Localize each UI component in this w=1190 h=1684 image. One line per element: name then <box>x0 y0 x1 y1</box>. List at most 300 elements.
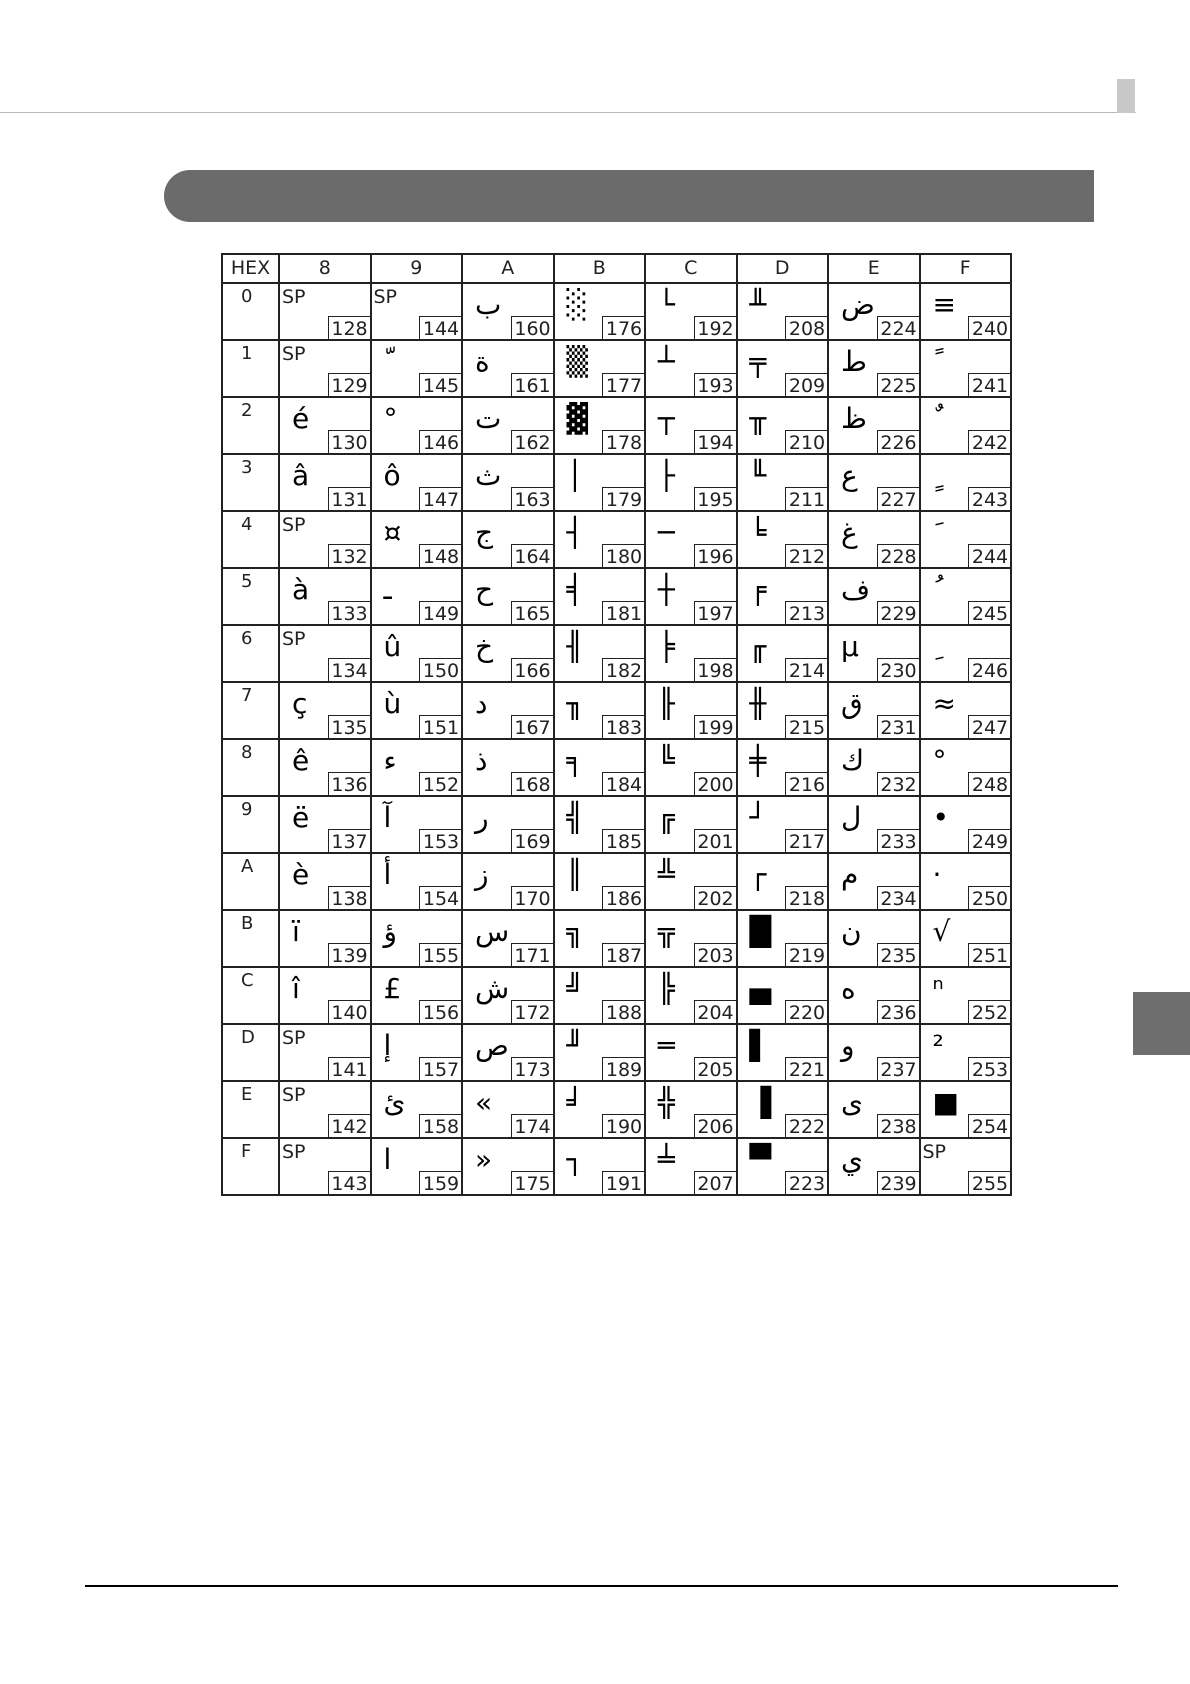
char-cell <box>462 682 554 739</box>
char-cell <box>279 625 371 682</box>
char-glyph: │ <box>566 459 584 492</box>
char-glyph: ى <box>841 1086 863 1119</box>
char-glyph: ت <box>475 402 502 435</box>
char-decimal-code: 198 <box>694 658 737 682</box>
char-glyph: م <box>841 858 859 891</box>
char-glyph: └ <box>658 288 675 321</box>
char-decimal-code: 255 <box>968 1171 1011 1195</box>
char-cell <box>737 625 829 682</box>
char-decimal-code: 238 <box>877 1114 920 1138</box>
char-glyph: ê <box>292 744 310 777</box>
char-decimal-code: 161 <box>511 373 554 397</box>
char-decimal-code: 136 <box>328 772 371 796</box>
char-glyph: « <box>475 1086 493 1119</box>
char-glyph: ╥ <box>749 402 767 435</box>
char-decimal-code: 132 <box>328 544 371 568</box>
chapter-side-tab <box>1133 992 1190 1055</box>
char-decimal-code: 163 <box>511 487 554 511</box>
char-cell <box>279 1138 371 1195</box>
column-header: 8 <box>279 254 371 283</box>
char-cell <box>920 1081 1012 1138</box>
char-cell <box>554 1081 646 1138</box>
char-glyph: ئ <box>383 1086 406 1119</box>
char-cell <box>554 340 646 397</box>
char-cell <box>920 739 1012 796</box>
char-decimal-code: 223 <box>785 1171 828 1195</box>
char-cell <box>462 511 554 568</box>
char-glyph: ╢ <box>566 630 584 663</box>
row-header <box>222 1138 279 1195</box>
table-row <box>222 796 1011 853</box>
char-cell <box>279 568 371 625</box>
char-decimal-code: 233 <box>877 829 920 853</box>
char-decimal-code: 164 <box>511 544 554 568</box>
char-decimal-code: 235 <box>877 943 920 967</box>
char-cell <box>462 568 554 625</box>
char-cell <box>279 853 371 910</box>
char-glyph: ن <box>841 915 862 948</box>
char-glyph: ╔ <box>658 801 675 834</box>
table-row <box>222 1081 1011 1138</box>
char-cell <box>645 1081 737 1138</box>
char-glyph: µ <box>841 630 859 663</box>
char-decimal-code: 204 <box>694 1000 737 1024</box>
char-glyph: · <box>932 858 942 891</box>
char-cell <box>737 454 829 511</box>
char-decimal-code: 189 <box>602 1057 645 1081</box>
char-decimal-code: 222 <box>785 1114 828 1138</box>
char-cell <box>462 340 554 397</box>
char-cell <box>737 340 829 397</box>
char-decimal-code: 153 <box>419 829 462 853</box>
char-glyph: ┐ <box>566 1143 584 1176</box>
char-decimal-code: 194 <box>694 430 737 454</box>
hex-corner-label: HEX <box>222 254 279 283</box>
char-glyph: س <box>475 915 510 948</box>
char-cell <box>645 568 737 625</box>
char-glyph: ╨ <box>749 288 767 321</box>
char-decimal-code: 218 <box>785 886 828 910</box>
char-decimal-code: 247 <box>968 715 1011 739</box>
char-decimal-code: 172 <box>511 1000 554 1024</box>
char-cell <box>645 397 737 454</box>
char-cell <box>828 739 920 796</box>
char-cell <box>828 511 920 568</box>
char-cell <box>737 283 829 340</box>
row-header <box>222 340 279 397</box>
char-glyph: ب <box>475 288 502 321</box>
char-decimal-code: 205 <box>694 1057 737 1081</box>
char-cell <box>279 454 371 511</box>
char-glyph: أ <box>383 858 392 891</box>
char-glyph: ف <box>841 573 871 606</box>
char-glyph: ش <box>475 972 510 1005</box>
char-decimal-code: 181 <box>602 601 645 625</box>
column-header: A <box>462 254 554 283</box>
char-cell <box>737 568 829 625</box>
char-decimal-code: 128 <box>328 316 371 340</box>
char-glyph: ╤ <box>749 345 767 378</box>
char-decimal-code: 173 <box>511 1057 554 1081</box>
row-hex-label: 7 <box>241 685 253 706</box>
row-header <box>222 625 279 682</box>
char-decimal-code: 166 <box>511 658 554 682</box>
char-decimal-code: 180 <box>602 544 645 568</box>
column-header: E <box>828 254 920 283</box>
header-rule <box>0 112 1136 113</box>
char-cell <box>920 454 1012 511</box>
char-decimal-code: 251 <box>968 943 1011 967</box>
char-glyph: آ <box>383 801 392 834</box>
row-header <box>222 454 279 511</box>
char-glyph: ك <box>841 744 865 777</box>
char-cell <box>645 511 737 568</box>
char-decimal-code: 239 <box>877 1171 920 1195</box>
char-decimal-code: 234 <box>877 886 920 910</box>
char-cell <box>737 1024 829 1081</box>
char-decimal-code: 249 <box>968 829 1011 853</box>
char-glyph: ▓ <box>566 402 589 435</box>
char-cell <box>554 511 646 568</box>
char-glyph: SP <box>282 343 306 365</box>
char-cell <box>737 796 829 853</box>
char-decimal-code: 143 <box>328 1171 371 1195</box>
char-decimal-code: 190 <box>602 1114 645 1138</box>
char-decimal-code: 178 <box>602 430 645 454</box>
char-decimal-code: 133 <box>328 601 371 625</box>
char-decimal-code: 230 <box>877 658 920 682</box>
column-header: 9 <box>371 254 463 283</box>
table-row <box>222 283 1011 340</box>
table-row <box>222 853 1011 910</box>
char-decimal-code: 243 <box>968 487 1011 511</box>
char-decimal-code: 197 <box>694 601 737 625</box>
char-cell <box>737 397 829 454</box>
char-glyph: ▄ <box>749 972 772 1005</box>
table-row <box>222 625 1011 682</box>
char-decimal-code: 242 <box>968 430 1011 454</box>
char-decimal-code: 162 <box>511 430 554 454</box>
char-glyph: î <box>292 972 300 1005</box>
char-decimal-code: 139 <box>328 943 371 967</box>
char-cell <box>554 739 646 796</box>
char-cell <box>371 1081 463 1138</box>
char-decimal-code: 208 <box>785 316 828 340</box>
char-glyph: ء <box>383 744 397 777</box>
row-header <box>222 511 279 568</box>
char-decimal-code: 201 <box>694 829 737 853</box>
column-header: C <box>645 254 737 283</box>
char-decimal-code: 188 <box>602 1000 645 1024</box>
char-decimal-code: 175 <box>511 1171 554 1195</box>
char-decimal-code: 192 <box>694 316 737 340</box>
char-glyph: ▀ <box>749 1143 772 1176</box>
char-decimal-code: 240 <box>968 316 1011 340</box>
char-glyph: û <box>383 630 402 663</box>
char-cell <box>920 511 1012 568</box>
char-decimal-code: 186 <box>602 886 645 910</box>
char-glyph: SP <box>282 1084 306 1106</box>
char-glyph: ╒ <box>749 573 767 606</box>
char-glyph: ï <box>292 915 300 948</box>
char-cell <box>737 682 829 739</box>
char-glyph: ع <box>841 459 858 492</box>
char-glyph: ا <box>383 1143 392 1176</box>
char-decimal-code: 241 <box>968 373 1011 397</box>
char-cell <box>554 853 646 910</box>
char-glyph: SP <box>282 1027 306 1049</box>
char-decimal-code: 179 <box>602 487 645 511</box>
char-decimal-code: 134 <box>328 658 371 682</box>
char-decimal-code: 151 <box>419 715 462 739</box>
char-glyph: é <box>292 402 310 435</box>
char-cell <box>279 283 371 340</box>
char-cell <box>371 796 463 853</box>
char-decimal-code: 168 <box>511 772 554 796</box>
char-decimal-code: 137 <box>328 829 371 853</box>
char-decimal-code: 171 <box>511 943 554 967</box>
char-glyph: ╝ <box>566 972 584 1005</box>
char-cell <box>828 910 920 967</box>
char-cell <box>279 1024 371 1081</box>
char-glyph: ح <box>475 573 494 606</box>
char-cell <box>737 853 829 910</box>
char-cell <box>371 1138 463 1195</box>
row-header <box>222 1081 279 1138</box>
char-glyph: ë <box>292 801 310 834</box>
char-cell <box>462 1024 554 1081</box>
char-cell <box>737 1081 829 1138</box>
char-cell <box>828 454 920 511</box>
char-cell <box>554 397 646 454</box>
char-decimal-code: 152 <box>419 772 462 796</box>
char-cell <box>371 1024 463 1081</box>
char-cell <box>279 1081 371 1138</box>
char-decimal-code: 212 <box>785 544 828 568</box>
row-hex-label: E <box>241 1084 253 1105</box>
char-glyph: ق <box>841 687 863 720</box>
char-decimal-code: 130 <box>328 430 371 454</box>
char-decimal-code: 214 <box>785 658 828 682</box>
char-glyph: ─ <box>658 516 675 549</box>
char-cell <box>920 1138 1012 1195</box>
char-decimal-code: 142 <box>328 1114 371 1138</box>
char-glyph: ط <box>841 345 867 378</box>
char-glyph: ؤ <box>383 915 398 948</box>
char-cell <box>462 283 554 340</box>
char-cell <box>645 739 737 796</box>
char-decimal-code: 138 <box>328 886 371 910</box>
char-cell <box>828 796 920 853</box>
char-glyph: ╗ <box>566 915 584 948</box>
column-header-row <box>222 254 1011 283</box>
char-glyph: ≡ <box>932 288 956 321</box>
char-cell <box>920 967 1012 1024</box>
char-glyph: SP <box>282 514 306 536</box>
char-cell <box>371 511 463 568</box>
char-cell <box>828 625 920 682</box>
char-glyph: خ <box>475 630 494 663</box>
char-decimal-code: 196 <box>694 544 737 568</box>
char-decimal-code: 224 <box>877 316 920 340</box>
char-glyph: ╖ <box>566 687 584 720</box>
char-decimal-code: 200 <box>694 772 737 796</box>
char-cell <box>645 910 737 967</box>
char-glyph: ╧ <box>658 1143 675 1176</box>
char-glyph: ╩ <box>658 858 675 891</box>
char-cell <box>462 739 554 796</box>
char-decimal-code: 149 <box>419 601 462 625</box>
char-glyph: ┼ <box>658 573 675 606</box>
char-glyph: ° <box>932 744 947 777</box>
row-header <box>222 682 279 739</box>
char-cell <box>371 967 463 1024</box>
char-glyph: è <box>292 858 310 891</box>
char-decimal-code: 195 <box>694 487 737 511</box>
char-cell <box>828 397 920 454</box>
char-decimal-code: 231 <box>877 715 920 739</box>
char-decimal-code: 145 <box>419 373 462 397</box>
table-row <box>222 568 1011 625</box>
char-cell <box>828 967 920 1024</box>
char-decimal-code: 156 <box>419 1000 462 1024</box>
table-row <box>222 1138 1011 1195</box>
row-hex-label: 3 <box>241 457 253 478</box>
char-decimal-code: 216 <box>785 772 828 796</box>
char-cell <box>828 682 920 739</box>
char-decimal-code: 187 <box>602 943 645 967</box>
char-glyph: √ <box>932 915 951 948</box>
char-glyph: د <box>475 687 488 720</box>
char-decimal-code: 219 <box>785 943 828 967</box>
char-decimal-code: 147 <box>419 487 462 511</box>
char-cell <box>279 397 371 454</box>
char-cell <box>737 1138 829 1195</box>
char-decimal-code: 146 <box>419 430 462 454</box>
char-decimal-code: 193 <box>694 373 737 397</box>
char-glyph: ╠ <box>658 972 675 1005</box>
char-decimal-code: 210 <box>785 430 828 454</box>
char-decimal-code: 207 <box>694 1171 737 1195</box>
char-glyph: ـ <box>383 573 392 606</box>
char-cell <box>554 967 646 1024</box>
char-glyph: ╘ <box>749 516 767 549</box>
char-decimal-code: 236 <box>877 1000 920 1024</box>
char-cell <box>920 1024 1012 1081</box>
char-decimal-code: 167 <box>511 715 554 739</box>
char-decimal-code: 253 <box>968 1057 1011 1081</box>
char-cell <box>554 283 646 340</box>
row-hex-label: A <box>241 856 254 877</box>
char-glyph: ╣ <box>566 801 584 834</box>
char-decimal-code: 227 <box>877 487 920 511</box>
char-cell <box>920 283 1012 340</box>
char-decimal-code: 160 <box>511 316 554 340</box>
char-decimal-code: 203 <box>694 943 737 967</box>
char-cell <box>279 739 371 796</box>
char-glyph: ≈ <box>932 687 956 720</box>
table-row <box>222 340 1011 397</box>
char-cell <box>920 340 1012 397</box>
char-cell <box>828 568 920 625</box>
row-hex-label: 6 <box>241 628 253 649</box>
char-decimal-code: 228 <box>877 544 920 568</box>
row-header <box>222 853 279 910</box>
char-decimal-code: 254 <box>968 1114 1011 1138</box>
row-hex-label: C <box>241 970 254 991</box>
row-header <box>222 739 279 796</box>
char-decimal-code: 226 <box>877 430 920 454</box>
char-glyph: » <box>475 1143 493 1176</box>
row-hex-label: 8 <box>241 742 253 763</box>
char-decimal-code: 232 <box>877 772 920 796</box>
char-glyph: ╚ <box>658 744 675 777</box>
char-cell <box>828 1138 920 1195</box>
char-cell <box>371 625 463 682</box>
char-decimal-code: 245 <box>968 601 1011 625</box>
char-glyph: ═ <box>658 1029 675 1062</box>
char-glyph: ■ <box>932 1086 959 1119</box>
char-decimal-code: 159 <box>419 1171 462 1195</box>
char-glyph: ╡ <box>566 573 584 606</box>
header-tab-marker <box>1117 79 1135 113</box>
char-glyph: ╦ <box>658 915 675 948</box>
char-glyph: ┬ <box>658 402 675 435</box>
char-cell <box>554 454 646 511</box>
section-title-bar <box>164 170 1094 222</box>
char-cell <box>645 796 737 853</box>
char-glyph: ╞ <box>658 630 675 663</box>
char-glyph: ي <box>841 1143 863 1176</box>
char-cell <box>462 625 554 682</box>
char-cell <box>371 397 463 454</box>
char-decimal-code: 158 <box>419 1114 462 1138</box>
char-decimal-code: 220 <box>785 1000 828 1024</box>
row-hex-label: 0 <box>241 286 253 307</box>
char-decimal-code: 202 <box>694 886 737 910</box>
char-cell <box>645 454 737 511</box>
row-hex-label: B <box>241 913 254 934</box>
char-cell <box>371 340 463 397</box>
char-decimal-code: 170 <box>511 886 554 910</box>
char-cell <box>645 625 737 682</box>
char-cell <box>279 967 371 1024</box>
char-cell <box>554 1024 646 1081</box>
char-decimal-code: 244 <box>968 544 1011 568</box>
char-decimal-code: 248 <box>968 772 1011 796</box>
char-glyph: ù <box>383 687 402 720</box>
row-header <box>222 1024 279 1081</box>
char-cell <box>462 397 554 454</box>
char-decimal-code: 221 <box>785 1057 828 1081</box>
char-decimal-code: 191 <box>602 1171 645 1195</box>
char-glyph: ▌ <box>749 1029 772 1062</box>
char-glyph: SP <box>282 1141 306 1163</box>
char-glyph: ╪ <box>749 744 767 777</box>
char-cell <box>920 853 1012 910</box>
column-header: F <box>920 254 1012 283</box>
table-row <box>222 967 1011 1024</box>
char-decimal-code: 237 <box>877 1057 920 1081</box>
char-decimal-code: 215 <box>785 715 828 739</box>
char-decimal-code: 225 <box>877 373 920 397</box>
char-glyph: ز <box>475 858 489 891</box>
row-header <box>222 568 279 625</box>
char-glyph: à <box>292 573 310 606</box>
char-glyph: ▐ <box>749 1086 772 1119</box>
char-decimal-code: 169 <box>511 829 554 853</box>
char-glyph: ▒ <box>566 345 589 378</box>
